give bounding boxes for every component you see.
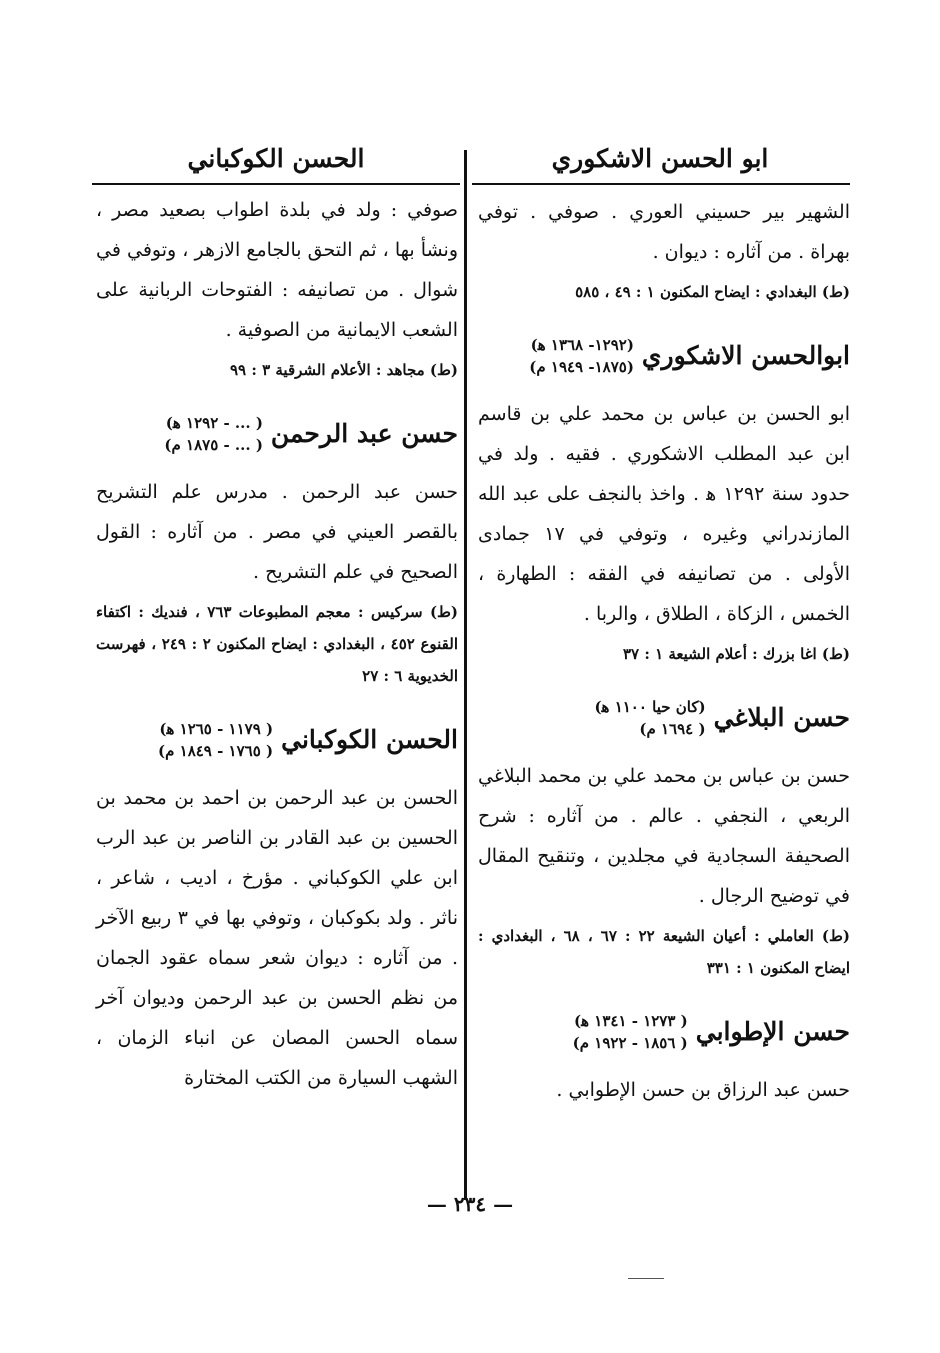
left-column-header: الحسن الكوكباني	[187, 144, 365, 173]
entry-name: ابوالحسن الاشكوري	[641, 341, 850, 370]
entry-reference: (ط) اغا بزرك : أعلام الشيعة ١ : ٣٧	[622, 645, 850, 663]
entry-heading	[96, 412, 458, 456]
right-column	[478, 192, 850, 1110]
entry-text: الحسن بن عبد الرحمن بن احمد بن محمد بن الحسين بن عبد القادر بن الناصر بن عبد الرب ابن علي الكوكباني . مؤرخ ، اديب ، شاعر ، ناثر . ولد بكوكبان ، وتوفي بها في ٣ ربيع الآخر . من آثاره : ديوان شعر سماه عقود الجمان من نظم الحسن بن عبد الرحمن وديوان آخر سماه الحسن المصان عن انباء الزمان ، الشهب السيارة من الكتب المختارة	[96, 787, 459, 1089]
hijri-date: ( ... - ١٢٩٢ ﻫ)	[165, 414, 263, 432]
entry-reference: (ط) العاملي : أعيان الشيعة ٢٢ : ٦٧ ، ٦٨ ، البغدادي : ايضاح المكنون ١ : ٣٣١	[478, 927, 850, 977]
entry-reference: (ط) سركيس : معجم المطبوعات ٧٦٣ ، فنديك : اكتفاء القنوع ٤٥٢ ، البغدادي : ايضاح المكنون ٢ : ٢٤٩ ، فهرست الخديوية ٦ : ٢٧	[96, 603, 459, 685]
column-divider	[464, 150, 467, 1200]
left-intro-text: صوفي : ولد في بلدة اطواب بصعيد مصر ، ونشأ بها ، ثم التحق بالجامع الازهر ، وتوفي في شوال . من تصانيفه : الفتوحات الربانية على الشعب الايمانية من الصوفية .	[96, 199, 458, 341]
right-intro-text: الشهير بير حسيني العوري . صوفي . توفي بهراة . من آثاره : ديوان .	[478, 201, 850, 263]
hijri-date: ( ١٢٧٣ - ١٣٤١ ﻫ)	[574, 1012, 688, 1030]
entry-dates	[573, 1010, 688, 1054]
gregorian-date: ( ١٨٥٦ - ١٩٢٢ م)	[572, 1034, 688, 1052]
hijri-date: (كان حيا ١١٠٠ ﻫ)	[594, 698, 706, 716]
footer-mark	[628, 1278, 664, 1279]
gregorian-date: ( ١٦٩٤ م)	[639, 720, 706, 738]
hijri-date: ( ١١٧٩ - ١٢٦٥ ﻫ)	[159, 720, 274, 738]
left-column	[96, 190, 458, 1098]
right-intro-reference: (ط) البغدادي : ايضاح المكنون ١ : ٤٩ ، ٥٨٥	[575, 283, 850, 301]
entry-text: حسن عبد الرزاق بن حسن الإطوابي .	[556, 1079, 850, 1101]
entry-text: ابو الحسن بن عباس بن محمد علي بن قاسم ابن عبد المطلب الاشكوري . فقيه . ولد في حدود سنة ١٢٩٢ ﻫ . واخذ بالنجف على عبد الله المازندراني وغيره ، وتوفي في ١٧ جمادى الأولى . من تصانيفه في الفقه : الطهارة ، الخمس ، الزكاة ، الطلاق ، والربا .	[478, 403, 851, 625]
page-number: — ٢٣٤ —	[426, 1192, 514, 1216]
entry-name: الحسن الكوكباني	[281, 725, 458, 754]
entry-heading	[478, 696, 850, 740]
entry-dates	[529, 334, 634, 378]
entry-dates	[164, 412, 263, 456]
gregorian-date: ( ... - ١٨٧٥ م)	[164, 436, 263, 454]
left-intro-reference: (ط) مجاهد : الأعلام الشرقية ٣ : ٩٩	[229, 361, 458, 379]
gregorian-date: ( ١٧٦٥ - ١٨٤٩ م)	[158, 742, 274, 760]
entry-dates	[594, 696, 705, 740]
entry-name: حسن الإطوابي	[695, 1017, 850, 1046]
entry-heading	[478, 1010, 850, 1054]
gregorian-date: (١٨٧٥- ١٩٤٩ م)	[529, 358, 634, 376]
entry-name: حسن البلاغي	[713, 703, 850, 732]
left-header-rule	[92, 183, 460, 185]
right-header-rule	[472, 183, 850, 185]
right-column-header: ابو الحسن الاشكوري	[551, 144, 769, 173]
entry-heading	[478, 334, 850, 378]
entry-text: حسن بن عباس بن محمد علي بن محمد البلاغي الربعي ، النجفي . عالم . من آثاره : شرح الصحيفة السجادية في مجلدين ، وتنقيح المقال في توضيح الرجال .	[478, 765, 850, 907]
entry-text: حسن عبد الرحمن . مدرس علم التشريح بالقصر العيني في مصر . من آثاره : القول الصحيح في علم التشريح .	[96, 481, 458, 583]
entry-dates	[158, 718, 273, 762]
hijri-date: (١٢٩٢- ١٣٦٨ ﻫ)	[530, 336, 634, 354]
entry-heading	[96, 718, 458, 762]
entry-name: حسن عبد الرحمن	[270, 419, 458, 448]
